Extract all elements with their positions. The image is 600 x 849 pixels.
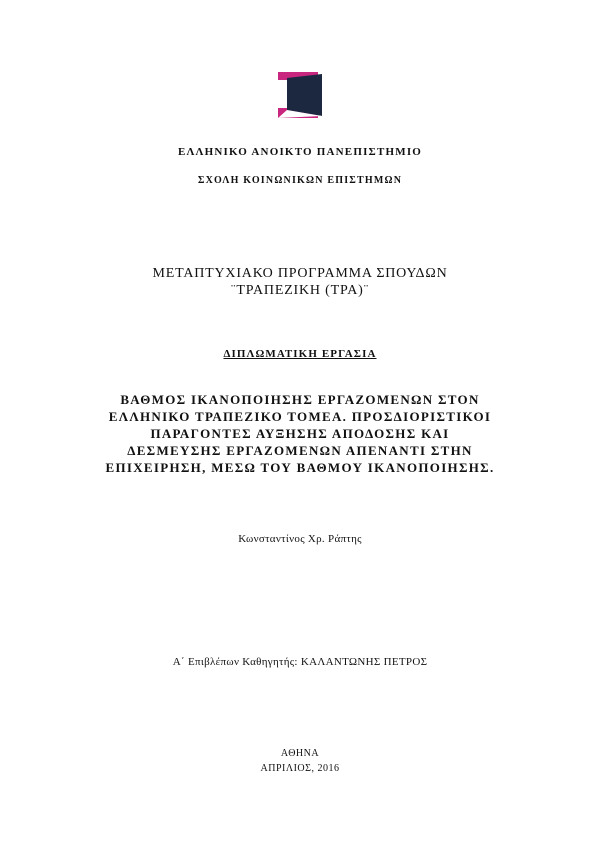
supervisor: Α΄ Επιβλέπων Καθηγητής: ΚΑΛΑΝΤΩΝΗΣ ΠΕΤΡΟΣ xyxy=(172,656,428,668)
university-logo-icon xyxy=(275,70,325,120)
document-type: ΔΙΠΛΩΜΑΤΙΚΗ ΕΡΓΑΣΙΑ xyxy=(223,348,377,360)
thesis-title-line: ΕΠΙΧΕΙΡΗΣΗ, ΜΕΣΩ ΤΟΥ ΒΑΘΜΟΥ ΙΚΑΝΟΠΟΙΗΣΗΣ. xyxy=(105,460,495,475)
thesis-title-line: ΒΑΘΜΟΣ ΙΚΑΝΟΠΟΙΗΣΗΣ ΕΡΓΑΖΟΜΕΝΩΝ ΣΤΟΝ xyxy=(120,392,480,407)
thesis-title-line: ΔΕΣΜΕΥΣΗΣ ΕΡΓΑΖΟΜΕΝΩΝ ΑΠΕΝΑΝΤΙ ΣΤΗΝ xyxy=(127,443,473,458)
date: ΑΠΡΙΛΙΟΣ, 2016 xyxy=(260,763,340,774)
city: ΑΘΗΝΑ xyxy=(280,748,320,759)
school-name: ΣΧΟΛΗ ΚΟΙΝΩΝΙΚΩΝ ΕΠΙΣΤΗΜΩΝ xyxy=(197,175,403,186)
thesis-title-line: ΠΑΡΑΓΟΝΤΕΣ ΑΥΞΗΣΗΣ ΑΠΟΔΟΣΗΣ ΚΑΙ xyxy=(150,426,450,441)
program-name: ΜΕΤΑΠΤΥΧΙΑΚΟ ΠΡΟΓΡΑΜΜΑ ΣΠΟΥΔΩΝ xyxy=(152,266,448,281)
thesis-title-line: ΕΛΛΗΝΙΚΟ ΤΡΑΠΕΖΙΚΟ ΤΟΜΕΑ. ΠΡΟΣΔΙΟΡΙΣΤΙΚΟΙ xyxy=(108,409,492,424)
program-subtitle: ¨ΤΡΑΠΕΖΙΚΗ (ΤΡΑ)¨ xyxy=(230,283,370,298)
author-name: Κωνσταντίνος Χρ. Ράπτης xyxy=(238,533,362,545)
university-name: ΕΛΛΗΝΙΚΟ ΑΝΟΙΚΤΟ ΠΑΝΕΠΙΣΤΗΜΙΟ xyxy=(177,146,423,158)
